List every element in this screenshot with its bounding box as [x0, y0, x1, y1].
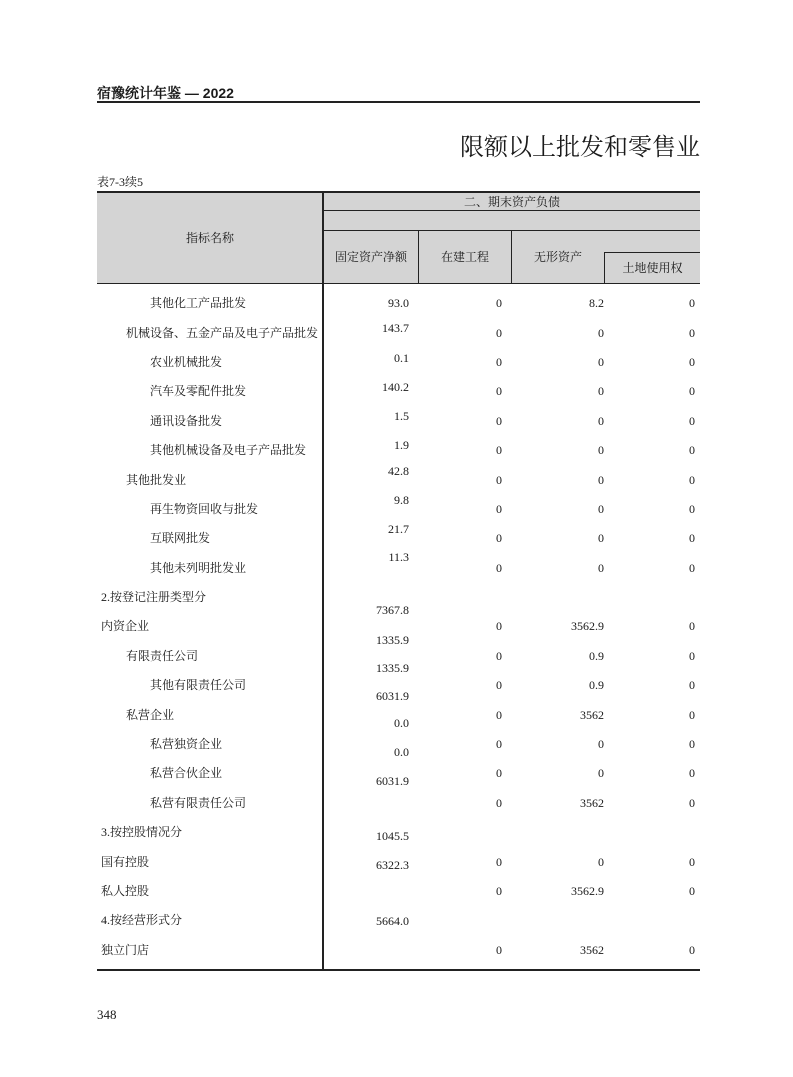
- cell-intangible-assets: 3562: [580, 795, 604, 810]
- row-label: 其他批发业: [126, 472, 187, 487]
- cell-construction-in-progress: 0: [496, 854, 502, 869]
- cell-land-use-rights: 0: [689, 883, 695, 898]
- cell-land-use-rights: 0: [689, 355, 695, 370]
- cell-construction-in-progress: 0: [496, 883, 502, 898]
- cell-construction-in-progress: 0: [496, 678, 502, 693]
- cell-intangible-assets: 0: [598, 443, 604, 458]
- cell-construction-in-progress: 0: [496, 942, 502, 957]
- cell-intangible-assets: 0: [598, 472, 604, 487]
- header-divider-2: [511, 230, 512, 283]
- row-label: 其他有限责任公司: [150, 678, 247, 693]
- table-row: [97, 549, 700, 583]
- cell-construction-in-progress: 0: [496, 355, 502, 370]
- cell-fixed-assets-net: 0.0: [394, 716, 409, 730]
- row-label: 国有控股: [101, 854, 150, 869]
- row-label: 通讯设备批发: [150, 413, 223, 428]
- cell-intangible-assets: 0: [598, 413, 604, 428]
- cell-intangible-assets: 0: [598, 737, 604, 751]
- cell-intangible-assets: 0: [598, 501, 604, 516]
- row-label: 2.按登记注册类型分: [101, 590, 207, 605]
- cell-intangible-assets: 0: [598, 531, 604, 546]
- row-label: 农业机械批发: [150, 355, 223, 370]
- table-top-border: [97, 191, 700, 193]
- cell-land-use-rights: 0: [689, 501, 695, 516]
- cell-construction-in-progress: 0: [496, 472, 502, 487]
- cell-fixed-assets-net: 1335.9: [376, 632, 409, 647]
- cell-land-use-rights: 0: [689, 737, 695, 751]
- table-label: 表7-3续5: [97, 175, 143, 189]
- cell-land-use-rights: 0: [689, 766, 695, 781]
- row-label: 其他化工产品批发: [150, 296, 247, 311]
- row-label: 其他未列明批发业: [150, 560, 247, 575]
- cell-intangible-assets: 3562.9: [571, 883, 604, 898]
- row-label: 3.按控股情况分: [101, 825, 183, 840]
- cell-intangible-assets: 0.9: [589, 648, 604, 663]
- cell-fixed-assets-net: 143.7: [382, 320, 409, 335]
- table-bottom-border: [97, 969, 700, 971]
- row-label: 互联网批发: [150, 531, 211, 546]
- cell-land-use-rights: 0: [689, 854, 695, 869]
- cell-construction-in-progress: 0: [496, 384, 502, 399]
- cell-land-use-rights: 0: [689, 707, 695, 722]
- cell-construction-in-progress: 0: [496, 795, 502, 810]
- header-divider-3: [604, 252, 605, 283]
- cell-construction-in-progress: 0: [496, 443, 502, 458]
- group-header: 二、期末资产负债: [463, 194, 560, 209]
- row-label: 独立门店: [101, 942, 150, 957]
- column-header-land-use-rights: 土地使用权: [622, 261, 683, 275]
- cell-intangible-assets: 3562.9: [571, 619, 604, 634]
- cell-intangible-assets: 3562: [580, 942, 604, 957]
- row-label: 私营有限责任公司: [150, 795, 247, 810]
- cell-fixed-assets-net: 11.3: [388, 549, 409, 564]
- cell-intangible-assets: 0: [598, 766, 604, 781]
- header-rule-1: [323, 210, 700, 211]
- header-rule-3: [604, 252, 700, 253]
- cell-construction-in-progress: 0: [496, 619, 502, 634]
- indicator-header: 指标名称: [185, 231, 234, 245]
- cell-fixed-assets-net: 5664.0: [376, 913, 409, 928]
- cell-construction-in-progress: 0: [496, 648, 502, 663]
- cell-fixed-assets-net: 0.0: [394, 745, 409, 760]
- cell-intangible-assets: 0: [598, 854, 604, 869]
- cell-construction-in-progress: 0: [496, 325, 502, 340]
- cell-fixed-assets-net: 42.8: [388, 463, 409, 478]
- cell-fixed-assets-net: 140.2: [382, 380, 409, 395]
- cell-construction-in-progress: 0: [496, 413, 502, 428]
- cell-construction-in-progress: 0: [496, 501, 502, 516]
- cell-land-use-rights: 0: [689, 443, 695, 458]
- column-header-construction-in-progress: 在建工程: [440, 250, 489, 264]
- cell-fixed-assets-net: 6031.9: [376, 773, 409, 788]
- cell-land-use-rights: 0: [689, 531, 695, 546]
- row-label: 私人控股: [101, 883, 150, 898]
- cell-construction-in-progress: 0: [496, 737, 502, 751]
- row-label: 4.按经营形式分: [101, 913, 183, 928]
- running-title: 宿豫统计年鉴 — 2022: [97, 85, 234, 101]
- cell-land-use-rights: 0: [689, 942, 695, 957]
- cell-land-use-rights: 0: [689, 795, 695, 810]
- cell-intangible-assets: 0: [598, 560, 604, 575]
- cell-construction-in-progress: 0: [496, 296, 502, 311]
- row-label: 私营独资企业: [150, 737, 223, 751]
- column-header-intangible-assets: 无形资产: [533, 250, 582, 264]
- cell-land-use-rights: 0: [689, 296, 695, 311]
- row-label: 私营合伙企业: [150, 766, 223, 781]
- cell-construction-in-progress: 0: [496, 766, 502, 781]
- cell-construction-in-progress: 0: [496, 707, 502, 722]
- cell-intangible-assets: 3562: [580, 707, 604, 722]
- cell-land-use-rights: 0: [689, 325, 695, 340]
- cell-construction-in-progress: 0: [496, 531, 502, 546]
- row-label: 内资企业: [101, 619, 150, 634]
- row-label: 其他机械设备及电子产品批发: [150, 443, 307, 458]
- cell-fixed-assets-net: 6031.9: [376, 688, 409, 703]
- row-label: 私营企业: [126, 707, 175, 722]
- header-bottom-border: [97, 283, 700, 284]
- cell-intangible-assets: 0.9: [589, 678, 604, 693]
- column-header-fixed-assets-net: 固定资产净额: [334, 250, 407, 264]
- cell-fixed-assets-net: 1045.5: [376, 828, 409, 843]
- header-rule: [97, 101, 700, 103]
- cell-fixed-assets-net: 1.5: [394, 408, 409, 423]
- row-label: 有限责任公司: [126, 648, 199, 663]
- page-title: 限额以上批发和零售业: [460, 134, 700, 161]
- cell-fixed-assets-net: 1.9: [394, 438, 409, 453]
- cell-construction-in-progress: 0: [496, 560, 502, 575]
- cell-fixed-assets-net: 7367.8: [376, 603, 409, 618]
- cell-intangible-assets: 0: [598, 355, 604, 370]
- cell-fixed-assets-net: 21.7: [388, 522, 409, 537]
- cell-land-use-rights: 0: [689, 678, 695, 693]
- header-divider-1: [418, 230, 419, 283]
- row-label: 汽车及零配件批发: [150, 384, 247, 399]
- cell-land-use-rights: 0: [689, 472, 695, 487]
- row-label: 再生物资回收与批发: [150, 501, 259, 516]
- cell-fixed-assets-net: 93.0: [388, 296, 409, 311]
- cell-fixed-assets-net: 6322.3: [376, 857, 409, 872]
- cell-fixed-assets-net: 9.8: [394, 492, 409, 507]
- cell-intangible-assets: 8.2: [589, 296, 604, 311]
- row-label: 机械设备、五金产品及电子产品批发: [126, 325, 319, 340]
- page-number: 348: [97, 1007, 117, 1022]
- cell-land-use-rights: 0: [689, 560, 695, 575]
- cell-land-use-rights: 0: [689, 648, 695, 663]
- cell-land-use-rights: 0: [689, 619, 695, 634]
- cell-fixed-assets-net: 1335.9: [376, 661, 409, 676]
- cell-fixed-assets-net: 0.1: [394, 351, 409, 366]
- cell-intangible-assets: 0: [598, 384, 604, 399]
- cell-land-use-rights: 0: [689, 384, 695, 399]
- cell-intangible-assets: 0: [598, 325, 604, 340]
- cell-land-use-rights: 0: [689, 413, 695, 428]
